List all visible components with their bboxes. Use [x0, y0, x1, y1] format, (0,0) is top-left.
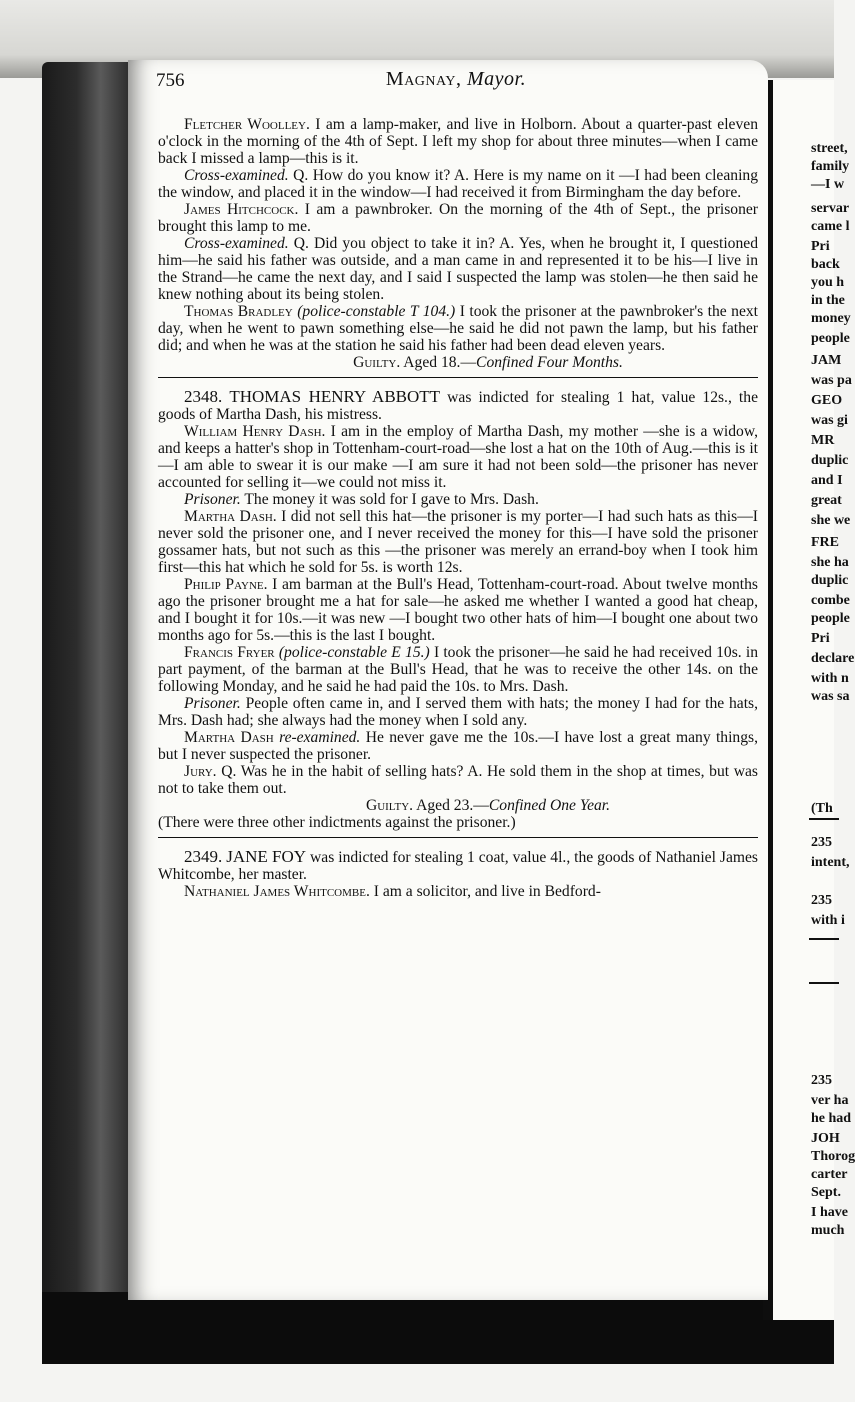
facing-page-rule: [809, 982, 839, 984]
facing-page-fragment: Thorog: [811, 1149, 855, 1164]
case-heading: [158, 388, 758, 423]
facing-page-fragment: duplic: [811, 453, 849, 468]
facing-page-fragment: street,: [811, 141, 848, 156]
facing-page-fragment: Pri: [811, 631, 830, 646]
prisoner-label: Prisoner.: [184, 695, 241, 712]
re-examined-label: re-examined.: [279, 729, 361, 746]
facing-page-fragment: people: [811, 331, 850, 346]
facing-page-fragment: with i: [811, 913, 845, 928]
facing-page-fragment: great: [811, 493, 842, 508]
indictment-note: [158, 814, 758, 831]
facing-page-fragment: 235: [811, 893, 832, 908]
facing-page-fragment: much: [811, 1223, 845, 1238]
verdict-line: [158, 354, 758, 371]
facing-page-fragment: with n: [811, 671, 849, 686]
testimony-text: Q. Did you object to take it in? A. Yes, when he brought it, I questioned him—he said his father was outside, and a man came in and represented it to be his—I live in the Strand—he came the next day, and I said I suspected the lamp was stolen—he then said he knew nothing about its being stolen.: [158, 235, 758, 303]
facing-page-fragment: MR: [811, 433, 835, 448]
facing-page-fragment: servar: [811, 201, 850, 216]
facing-page-fragment: people: [811, 611, 850, 626]
running-head-title: Mayor.: [466, 68, 527, 90]
indictment-text: was indicted for stealing 1 coat, value 4l., the goods of Nathaniel James Whitcombe, her master.: [158, 849, 758, 883]
cross-examination-paragraph: [158, 235, 758, 303]
witness-name: James Hitchcock.: [184, 201, 299, 218]
facing-page-fragment: FRE: [811, 535, 839, 550]
testimony-text: Q. Was he in the habit of selling hats? A. He sold them in the shop at times, but was not to take them out.: [158, 763, 758, 797]
defendant-name: THOMAS HENRY ABBOTT: [229, 387, 441, 406]
facing-page-fragment: you h: [811, 275, 845, 290]
testimony-paragraph: [158, 644, 758, 695]
running-head-name: Magnay,: [385, 68, 462, 90]
facing-page-fragment: (Th: [811, 801, 833, 816]
case-number: 2348.: [184, 387, 223, 406]
testimony-paragraph: [158, 303, 758, 354]
book-page: [128, 60, 768, 1300]
witness-name: Philip Payne.: [184, 576, 268, 593]
facing-page-fragment: back: [811, 257, 840, 272]
verdict-label: Guilty.: [365, 797, 414, 814]
testimony-paragraph: [158, 729, 758, 763]
facing-page-fragment: intent,: [811, 855, 850, 870]
facing-page-fragment: money: [811, 311, 851, 326]
witness-name: Nathaniel James Whitcombe.: [184, 883, 370, 900]
page-body: [158, 116, 758, 900]
facing-page-rule: [809, 818, 839, 820]
facing-page-fragment: was sa: [811, 689, 850, 704]
book-spine: [42, 62, 140, 1332]
facing-page-fragment: came l: [811, 219, 850, 234]
page-header: [156, 68, 756, 98]
witness-name: Thomas Bradley: [184, 303, 293, 320]
facing-page-fragment: declare: [811, 651, 855, 666]
testimony-paragraph: [158, 576, 758, 644]
facing-page-fragment: she ha: [811, 555, 849, 570]
facing-page-fragment: duplic: [811, 573, 849, 588]
witness-name: Fletcher Woolley.: [184, 116, 310, 133]
testimony-text: I am a solicitor, and live in Bedford-: [373, 883, 601, 900]
facing-page-fragment: she we: [811, 513, 851, 528]
prisoner-label: Prisoner.: [184, 491, 241, 508]
testimony-text: I am in the employ of Martha Dash, my mother —she is a widow, and keeps a hatter's shop in Tottenham-court-road—she lost a hat on the 10th of Aug.—this is it—I am able to swear it is our make —I am sure it had not been sold—the prisoner has never accounted for selling it—we could not miss it.: [158, 423, 758, 491]
testimony-text: I am a pawnbroker. On the morning of the 4th of Sept., the prisoner brought this lamp to me.: [158, 201, 758, 235]
facing-page-fragment: ver ha: [811, 1093, 849, 1108]
facing-page-fragment: I have: [811, 1205, 848, 1220]
testimony-text: People often came in, and I served them with hats; the money I had for the hats, Mrs. Dash had; she always had the money when I sold any.: [158, 695, 758, 729]
facing-page-fragment: 235: [811, 1073, 832, 1088]
facing-page-fragment: JOH: [811, 1131, 840, 1146]
prisoner-statement: [158, 491, 758, 508]
witness-name: Martha Dash.: [184, 508, 277, 525]
testimony-paragraph: [158, 423, 758, 491]
verdict-sentence: Confined Four Months.: [476, 354, 623, 371]
facing-page-fragment: 235: [811, 835, 832, 850]
verdict-sentence: Confined One Year.: [488, 797, 611, 814]
verdict-line: [158, 797, 758, 814]
testimony-paragraph: [158, 508, 758, 576]
scan-background-bottom: [42, 1292, 834, 1364]
facing-page-fragment: —I w: [811, 177, 845, 192]
facing-page-rule: [809, 938, 839, 940]
cross-examined-label: Cross-examined.: [184, 167, 289, 184]
facing-page-fragment: in the: [811, 293, 845, 308]
jury-question: [158, 763, 758, 797]
facing-page-fragment: Sept.: [811, 1185, 841, 1200]
facing-page-fragment: family: [811, 159, 850, 174]
indictment-text: was indicted for stealing 1 hat, value 12s., the goods of Martha Dash, his mistress.: [158, 389, 758, 423]
defendant-name: JANE FOY: [226, 847, 307, 866]
testimony-text: The money it was sold for I gave to Mrs. Dash.: [244, 491, 539, 508]
facing-page-fragment: JAM: [811, 353, 842, 368]
witness-name: William Henry Dash.: [184, 423, 326, 440]
testimony-text: He never gave me the 10s.—I have lost a great many things, but I never suspected the prisoner.: [158, 729, 758, 763]
testimony-text: Q. How do you know it? A. Here is my name on it —I had been cleaning the window, and placed it in the window—I had received it from Birmingham the day before.: [158, 167, 758, 201]
facing-page-fragment: was pa: [811, 373, 852, 388]
verdict-label: Guilty.: [353, 354, 401, 371]
cross-examination-paragraph: [158, 167, 758, 201]
testimony-paragraph: [158, 883, 758, 900]
running-head: [156, 68, 756, 91]
witness-role: (police-constable E 15.): [278, 644, 430, 661]
case-divider: [158, 837, 758, 838]
facing-page-fragment: carter: [811, 1167, 848, 1182]
verdict-age: Aged 18.—: [403, 354, 477, 371]
note-text: (There were three other indictments against the prisoner.): [158, 814, 516, 831]
witness-name: Francis Fryer: [184, 644, 275, 661]
testimony-text: I am a lamp-maker, and live in Holborn. About a quarter-past eleven o'clock in the morning of the 4th of Sept. I left my shop for about three minutes—when I came back I missed a lamp—this is it.: [158, 116, 758, 167]
testimony-text: I did not sell this hat—the prisoner is my porter—I had such hats as this—I never sold the prisoner one, and I never received the money for this—I have sold the prisoner gossamer hats, but not such as this —the prisoner was merely an errand-boy when I took him first—this hat which he sold for 5s. is worth 12s.: [158, 508, 758, 576]
case-number: 2349.: [184, 847, 223, 866]
testimony-text: I took the prisoner at the pawnbroker's the next day, when he went to pawn something else—he said he did not pawn the lamp, but his father did; and when he was at the station he said his father had been dead eleven years.: [158, 303, 759, 354]
cross-examined-label: Cross-examined.: [184, 235, 289, 252]
facing-page-fragment: combe: [811, 593, 850, 608]
witness-name: Martha Dash: [184, 729, 274, 746]
facing-page: [773, 80, 855, 1320]
testimony-text: I am barman at the Bull's Head, Tottenham-court-road. About twelve months ago the prisoner brought me a hat for sale—he asked me whether I wanted a good hat cheap, and I bought it for 10s.—it was new —I bought two other hats of him—I bought one about two months ago for 5s.—this is the last I bought.: [158, 576, 758, 644]
prisoner-statement: [158, 695, 758, 729]
case-heading: [158, 848, 758, 883]
testimony-paragraph: [158, 201, 758, 235]
testimony-paragraph: [158, 116, 758, 167]
facing-page-fragment: GEO: [811, 393, 843, 408]
facing-page-fragment: and I: [811, 473, 843, 488]
witness-role: (police-constable T 104.): [297, 303, 456, 320]
page-number: 756: [156, 70, 185, 91]
verdict-age: Aged 23.—: [416, 797, 489, 814]
testimony-text: I took the prisoner—he said he had received 10s. in part payment, of the barman at the Bull's Head, that he was to receive the other 14s. on the following Monday, and he said he had paid the 10s. to Mrs. Dash.: [158, 644, 758, 695]
facing-page-fragment: Pri: [811, 239, 830, 254]
facing-page-fragment: he had: [811, 1111, 852, 1126]
case-divider: [158, 377, 758, 378]
facing-page-fragment: was gi: [811, 413, 848, 428]
jury-label: Jury.: [184, 763, 217, 780]
